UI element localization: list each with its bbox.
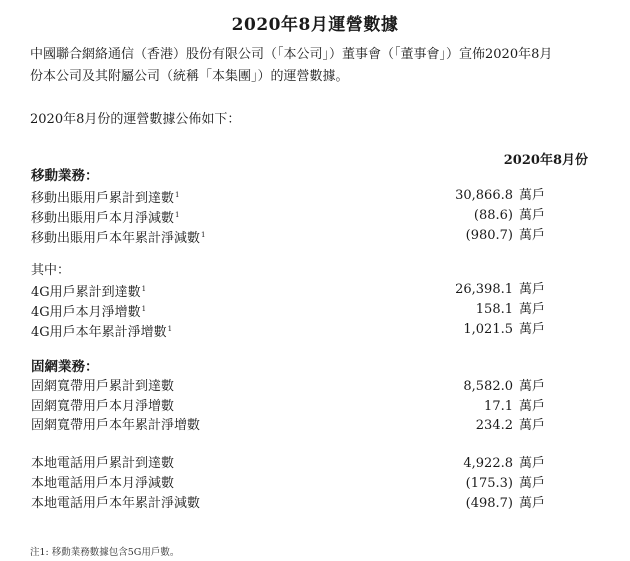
table-row xyxy=(31,206,601,226)
footnote-marker: 1 xyxy=(175,210,180,219)
table-row xyxy=(31,474,601,494)
row-label: 4G用戶本年累計淨增數$^1$ xyxy=(31,324,173,340)
row-value: 4,922.8 xyxy=(463,456,513,472)
row-label: 本地電話用戶累計到達數 xyxy=(31,456,175,472)
table-row xyxy=(31,300,601,320)
operating-data-table xyxy=(31,167,601,514)
section-heading-fixed-line: 固網業務： xyxy=(31,358,99,375)
row-label: 本地電話用戶本月淨減數 xyxy=(31,475,175,491)
footnote-marker: 1 xyxy=(175,191,180,199)
table-row xyxy=(31,186,601,206)
table-row xyxy=(31,377,601,397)
row-label: 移動出賬用戶本月淨減數$^1$ xyxy=(31,210,180,226)
row-unit: 萬戶 xyxy=(519,321,546,337)
row-unit: 萬戶 xyxy=(519,282,546,298)
row-label: 固網寬帶用戶累計到達數 xyxy=(31,378,175,394)
row-unit: 萬戶 xyxy=(519,378,546,394)
column-header-period: 2020年8月份 xyxy=(503,153,588,168)
footnote-marker: 1 xyxy=(201,230,206,239)
row-value: (175.3) xyxy=(465,475,513,491)
section-fixed-line xyxy=(31,358,601,436)
row-value: 17.1 xyxy=(484,398,513,414)
table-row xyxy=(31,280,601,300)
footnote-marker: 1 xyxy=(141,285,147,294)
table-row xyxy=(31,454,601,474)
row-unit: 萬戶 xyxy=(519,495,546,511)
page-title: 2020年8月運營數據 xyxy=(231,15,399,35)
table-row xyxy=(31,397,601,417)
row-unit: 萬戶 xyxy=(519,207,546,223)
section-heading-mobile: 移動業務： xyxy=(31,168,99,184)
row-unit: 萬戶 xyxy=(519,398,546,414)
footnote-marker: 1 xyxy=(167,324,173,333)
intro-paragraph xyxy=(30,44,600,88)
table-row xyxy=(31,494,601,514)
row-label: 移動出賬用戶累計到達數$^1$ xyxy=(31,191,180,206)
row-value: (88.6) xyxy=(473,207,513,223)
row-unit: 萬戶 xyxy=(519,227,546,243)
row-label: 移動出賬用戶本年累計淨減數$^1$ xyxy=(31,230,206,246)
lead-sentence: 2020年8月份的運營數據公佈如下： xyxy=(30,112,241,127)
section-heading-of-which: 其中： xyxy=(31,263,71,279)
footnote: 注1: 移動業務數據包含5G用戶數。 xyxy=(30,547,180,558)
row-label: 4G用戶累計到達數$^1$ xyxy=(31,285,147,301)
row-value: 26,398.1 xyxy=(455,282,513,298)
table-row xyxy=(31,320,601,340)
table-row xyxy=(31,226,601,246)
row-unit: 萬戶 xyxy=(519,475,546,491)
row-value: 1,021.5 xyxy=(463,321,513,337)
row-unit: 萬戶 xyxy=(519,188,546,203)
row-unit: 萬戶 xyxy=(519,418,546,434)
section-of-which xyxy=(31,261,601,339)
row-value: 8,582.0 xyxy=(463,378,513,394)
row-unit: 萬戶 xyxy=(519,456,546,472)
table-row xyxy=(31,416,601,436)
row-value: 30,866.8 xyxy=(455,188,513,203)
intro-line-2: 份本公司及其附屬公司（統稱「本集團」）的運營數據。 xyxy=(30,69,349,84)
footnote-marker: 1 xyxy=(141,305,147,314)
row-label: 固網寬帶用戶本年累計淨增數 xyxy=(31,418,201,434)
row-label: 4G用戶本月淨增數$^1$ xyxy=(31,305,147,321)
row-value: (980.7) xyxy=(465,227,513,243)
row-value: 234.2 xyxy=(475,418,513,434)
row-label: 固網寬帶用戶本月淨增數 xyxy=(31,398,175,414)
row-unit: 萬戶 xyxy=(519,302,546,318)
row-value: 158.1 xyxy=(475,302,513,318)
row-value: (498.7) xyxy=(465,495,513,511)
section-mobile xyxy=(31,167,601,245)
row-label: 本地電話用戶本年累計淨減數 xyxy=(31,495,201,511)
section-local-telephone xyxy=(31,454,601,513)
intro-line-1: 中國聯合網絡通信（香港）股份有限公司（「本公司」）董事會（「董事會」）宣佈2020年8月 xyxy=(30,47,553,62)
